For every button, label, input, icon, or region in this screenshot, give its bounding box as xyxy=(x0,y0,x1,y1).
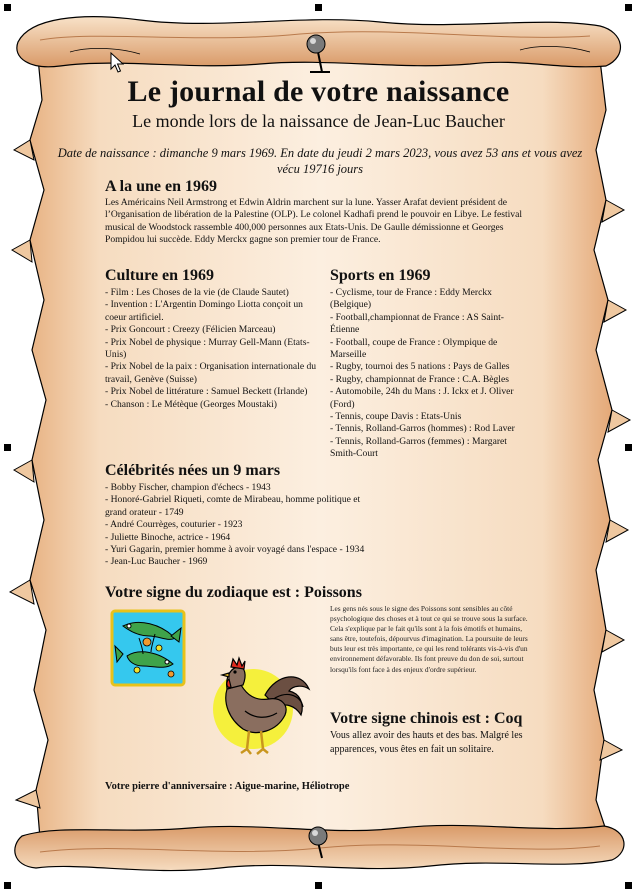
zodiac-text: Les gens nés sous le signe des Poissons sont sensibles au côté psychologique des choses et à tout ce qui se trouve sous la surface. Cela s'explique par le fait qu'ils sont à la fois émotifs et humains, sans être, toutefois, dépourvus d'imagination. La poursuite de leurs buts leur est très importante, ce qui les rend tolérants vis-à-vis d'un environnement défavorable. Ils font preuve du don de soi, surtout lorsqu'ils font face à des enjeux d'ordre supérieur. xyxy=(330,604,528,674)
section-culture xyxy=(105,267,320,411)
list-item: - Cyclisme, tour de France : Eddy Merckx (Belgique) xyxy=(330,287,492,311)
selection-handle-bl[interactable] xyxy=(4,882,11,889)
selection-handle-tl[interactable] xyxy=(4,4,11,11)
section-celebrites xyxy=(105,462,367,569)
section-title: Sports en 1969 xyxy=(330,267,431,284)
celebrites-list xyxy=(105,482,367,569)
list-item: - André Courrèges, couturier - 1923 xyxy=(105,519,243,531)
section-sports xyxy=(330,267,525,461)
list-item: - Prix Nobel de la paix : Organisation internationale du travail, Genève (Suisse) xyxy=(105,361,317,385)
selection-handle-br[interactable] xyxy=(625,882,632,889)
list-item: - Chanson : Le Métèque (Georges Moustaki) xyxy=(105,398,277,410)
pisces-fish-clipart xyxy=(109,608,189,688)
culture-list xyxy=(105,287,320,411)
list-item: - Rugby, tournoi des 5 nations : Pays de Galles xyxy=(330,361,510,373)
selection-handle-tr[interactable] xyxy=(625,4,632,11)
selection-handle-bc[interactable] xyxy=(315,882,322,889)
chinese-sign-title: Votre signe chinois est : Coq xyxy=(330,710,523,727)
rooster-clipart xyxy=(205,655,315,760)
list-item: - Film : Les Choses de la vie (de Claude Sautet) xyxy=(105,287,289,298)
birth-date-line: Date de naissance : dimanche 9 mars 1969. En date du jeudi 2 mars 2023, vous avez 53 ans et vous avez vécu 19716 jours xyxy=(57,146,583,176)
list-item: - Tennis, Rolland-Garros (femmes) : Margaret Smith-Court xyxy=(330,435,507,460)
birthstone-line: Votre pierre d'anniversaire : Aigue-marine, Héliotrope xyxy=(105,781,350,792)
list-item: - Invention : L'Argentin Domingo Liotta conçoit un coeur artificiel. xyxy=(105,299,303,323)
sports-list xyxy=(330,287,525,461)
list-item: - Automobile, 24h du Mans : J. Ickx et J. Oliver (Ford) xyxy=(330,386,514,410)
list-item: - Football, coupe de France : Olympique de Marseille xyxy=(330,336,498,361)
mouse-cursor-icon xyxy=(110,52,124,74)
list-item: - Yuri Gagarin, premier homme à avoir voyagé dans l'espace - 1934 xyxy=(105,544,365,556)
section-a-la-une xyxy=(105,178,530,247)
selection-handle-mr[interactable] xyxy=(625,444,632,451)
list-item: - Juliette Binoche, actrice - 1964 xyxy=(105,531,231,543)
page-title: Le journal de votre naissance xyxy=(127,75,510,108)
list-item: - Honoré-Gabriel Riqueti, comte de Mirabeau, homme politique et grand orateur - 1749 xyxy=(105,494,361,518)
section-text: Les Américains Neil Armstrong et Edwin Aldrin marchent sur la lune. Yasser Arafat devient président de l’Organisation de libération de la Palestine (OLP). Le colonel Kadhafi prend le pouvoir en Libye. Le festival musical de Woodstock rassemble 400,000 personnes aux Etats-Unis. De Gaulle démissionne et Georges Pompidou lui succède. Eddy Merckx gagne son premier tour de France. xyxy=(105,197,523,246)
section-title: Culture en 1969 xyxy=(105,267,215,284)
section-title: A la une en 1969 xyxy=(105,178,218,195)
list-item: - Tennis, coupe Davis : Etats-Unis xyxy=(330,411,462,423)
list-item: - Jean-Luc Baucher - 1969 xyxy=(105,556,208,568)
list-item: - Football,championnat de France : AS Saint-Étienne xyxy=(330,311,504,336)
list-item: - Rugby, championnat de France : C.A. Bègles xyxy=(330,373,509,385)
selection-handle-ml[interactable] xyxy=(4,444,11,451)
page-subtitle: Le monde lors de la naissance de Jean-Luc Baucher xyxy=(132,111,505,131)
list-item: - Prix Nobel de physique : Murray Gell-Mann (Etats-Unis) xyxy=(105,336,310,361)
list-item: - Tennis, Rolland-Garros (hommes) : Rod Laver xyxy=(330,423,515,435)
list-item: - Prix Nobel de littérature : Samuel Beckett (Irlande) xyxy=(105,386,308,398)
section-title: Célébrités nées un 9 mars xyxy=(105,462,281,479)
list-item: - Prix Goncourt : Creezy (Félicien Marceau) xyxy=(105,324,276,336)
selection-handle-tc[interactable] xyxy=(315,4,322,11)
list-item: - Bobby Fischer, champion d'échecs - 1943 xyxy=(105,482,271,493)
chinese-sign-text: Vous allez avoir des hauts et des bas. Malgré les apparences, vous êtes en fait un solitaire. xyxy=(330,730,523,755)
zodiac-title: Votre signe du zodiaque est : Poissons xyxy=(105,584,362,601)
